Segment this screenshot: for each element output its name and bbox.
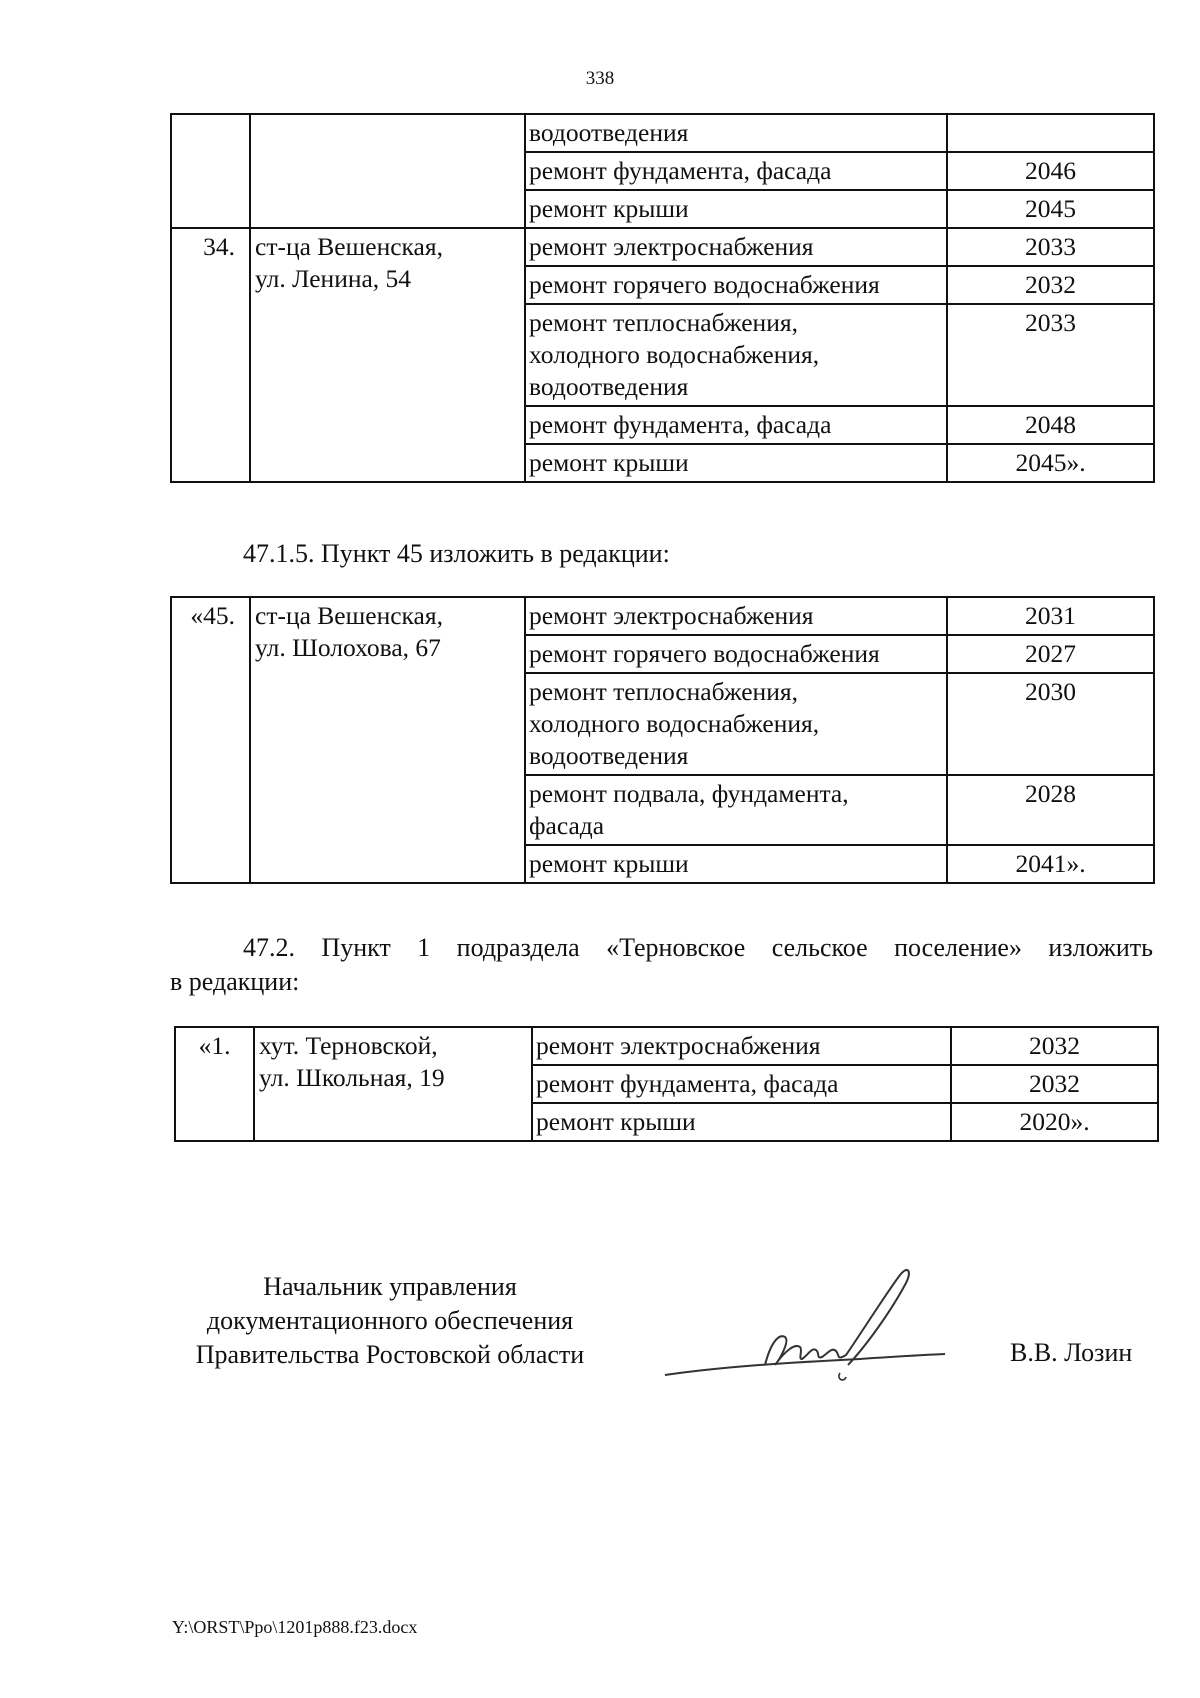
table-item-1 [174,1026,1159,1142]
work-year: 2032 [951,1065,1158,1103]
work-year: 2020». [951,1103,1158,1141]
row-number: «45. [171,597,250,883]
handwritten-signature [660,1255,950,1395]
table-continuation [170,113,1155,483]
table-row [171,597,1154,635]
work-item: ремонт электроснабжения [532,1027,951,1065]
table-row [171,114,1154,152]
work-year: 2045 [947,190,1154,228]
work-year: 2041». [947,845,1154,883]
signatory-name: В.В. Лозин [1010,1338,1133,1367]
paragraph-47-2: 47.2. Пункт 1 подраздела «Терновское сельское поселение» изложить в редакции: [170,933,1153,996]
work-item: ремонт электроснабжения [525,228,947,266]
work-item: ремонт фундамента, фасада [525,406,947,444]
paragraph-47-1-5: 47.1.5. Пункт 45 изложить в редакции: [243,539,670,568]
work-item: ремонт подвала, фундамента, фасада [525,775,947,845]
work-item: водоотведения [525,114,947,152]
work-year: 2028 [947,775,1154,845]
work-item: ремонт крыши [525,190,947,228]
work-item: ремонт теплоснабжения, холодного водоснабжения, водоотведения [525,673,947,775]
table-row [171,228,1154,266]
work-year: 2048 [947,406,1154,444]
work-year: 2046 [947,152,1154,190]
work-year: 2033 [947,304,1154,406]
row-address: ст-ца Вешенская, ул. Ленина, 54 [250,228,525,482]
signatory-position: Начальник управления документационного обеспечения Правительства Ростовской области [195,1272,585,1369]
table-item-45 [170,596,1155,884]
work-year: 2027 [947,635,1154,673]
work-item: ремонт фундамента, фасада [525,152,947,190]
work-year [947,114,1154,152]
work-item: ремонт электроснабжения [525,597,947,635]
work-year: 2032 [947,266,1154,304]
file-path-footer: Y:\ORST\Ppo\1201p888.f23.docx [172,1617,418,1637]
work-year: 2032 [951,1027,1158,1065]
row-address [250,114,525,228]
work-year: 2033 [947,228,1154,266]
work-item: ремонт горячего водоснабжения [525,635,947,673]
row-number: 34. [171,228,250,482]
work-year: 2030 [947,673,1154,775]
page-number: 338 [585,68,615,89]
work-item: ремонт крыши [525,845,947,883]
work-item: ремонт крыши [532,1103,951,1141]
work-year: 2031 [947,597,1154,635]
row-number [171,114,250,228]
row-address: хут. Терновской, ул. Школьная, 19 [254,1027,532,1141]
work-item: ремонт фундамента, фасада [532,1065,951,1103]
table-row [175,1027,1158,1065]
row-number: «1. [175,1027,254,1141]
work-item: ремонт горячего водоснабжения [525,266,947,304]
row-address: ст-ца Вешенская, ул. Шолохова, 67 [250,597,525,883]
work-item: ремонт крыши [525,444,947,482]
work-year: 2045». [947,444,1154,482]
work-item: ремонт теплоснабжения, холодного водоснабжения, водоотведения [525,304,947,406]
